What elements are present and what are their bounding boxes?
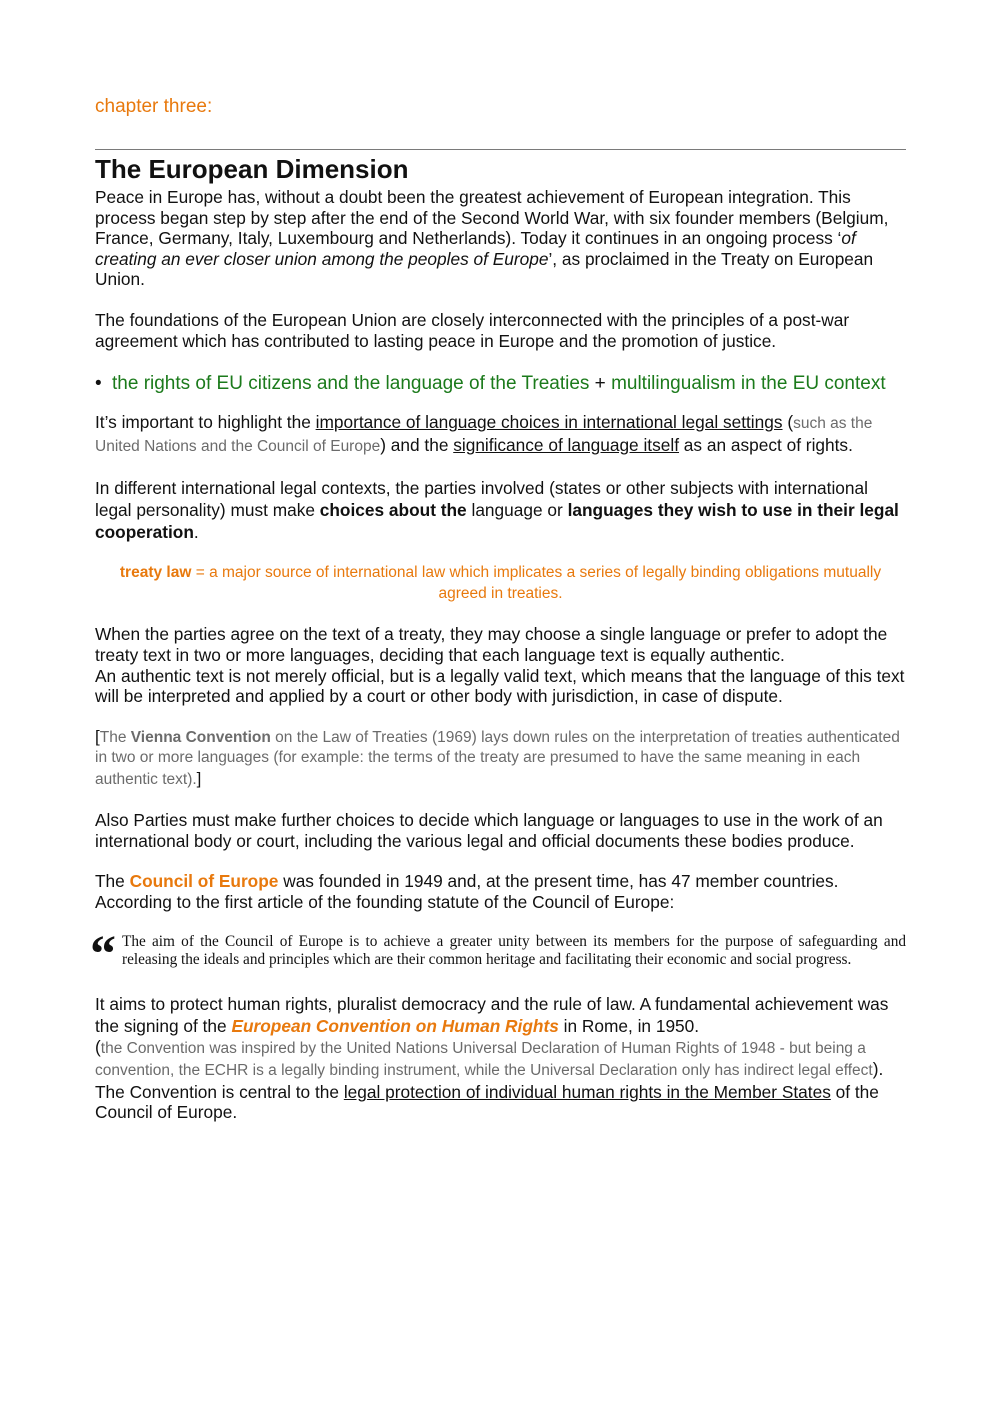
council-text-b: was founded in 1949 and, at the present time, has 47 member countries. According to the first article of the founding statute of the Council of Europe: xyxy=(95,871,839,912)
aims-paren-close: ). xyxy=(872,1059,884,1080)
contexts-text-a: In different international legal contexts, the parties involved (states or other subjects with international legal personality) must make xyxy=(95,478,868,521)
council-paragraph xyxy=(95,871,906,912)
vienna-text-a: The xyxy=(99,728,131,746)
bullet-part-rights: the rights of EU citizens and the language of the Treaties xyxy=(112,373,590,395)
document-page xyxy=(90,94,906,1123)
contexts-bold-2: languages they wish to use in their legal cooperation xyxy=(95,500,899,543)
statute-quote xyxy=(90,925,906,983)
intro-text-a: Peace in Europe has, without a doubt been the greatest achievement of European integration. This process began step by step after the end of the Second World War, with six founder members (Belgium, France, Germany, Italy, Luxembourg and Netherlands). Today it continues in an ongoing process ‘ xyxy=(95,187,889,249)
intro-quote-italic: of creating an ever closer union among the peoples of Europe xyxy=(95,228,856,269)
vienna-close-bracket: ] xyxy=(196,768,202,788)
intro-paragraph xyxy=(95,187,906,290)
convention-paragraph xyxy=(95,1082,906,1123)
importance-text-d: as an aspect of rights. xyxy=(679,434,853,455)
convention-text-a: The Convention is central to the xyxy=(95,1081,344,1102)
bullet-plus: + xyxy=(589,373,612,395)
topic-bullet xyxy=(95,371,906,396)
treaty-law-text: = a major source of international law which implicates a series of legally binding obligations mutually agreed in treaties. xyxy=(191,564,882,602)
importance-underline-2: significance of language itself xyxy=(453,434,679,455)
vienna-note xyxy=(95,727,906,791)
agreement-paragraph-2: An authentic text is not merely official, but is a legally valid text, which means that the language of this text will be interpreted and applied by a court or other body with jurisdiction, in case of dispute. xyxy=(95,665,905,707)
vienna-text-b: on the Law of Treaties (1969) lays down rules on the interpretation of treaties authenticated in two or more languages (for example: the terms of the treaty are presumed to have the same meaning in each authentic text). xyxy=(95,728,900,788)
page-title: The European Dimension xyxy=(95,154,409,184)
aims-gray-note: the Convention was inspired by the United Nations Universal Declaration of Human Rights of 1948 - but being a convention, the ECHR is a legally binding instrument, while the Universal Declaration only has indirect legal effect xyxy=(95,1039,873,1080)
chapter-label: chapter three: xyxy=(95,96,213,117)
council-name: Council of Europe xyxy=(129,871,279,892)
contexts-paragraph xyxy=(95,477,906,543)
bullet-part-multilingualism: multilingualism in the EU context xyxy=(611,373,886,395)
aims-note xyxy=(95,1037,906,1082)
contexts-bold-1: choices about the xyxy=(319,500,467,521)
quote-text: The aim of the Council of Europe is to achieve a greater unity between its members for the purpose of safeguarding and releasing the ideals and principles which are their common heritage and facilitating their economic and social progress. xyxy=(122,932,906,969)
title-divider xyxy=(95,149,906,150)
intro-text-b: ’, as proclaimed in the Treaty on European Union. xyxy=(95,248,874,290)
aims-paragraph xyxy=(95,993,906,1037)
foundations-paragraph: The foundations of the European Union are closely interconnected with the principles of a post-war agreement which has contributed to lasting peace in Europe and the promotion of justice. xyxy=(95,309,850,351)
importance-text-c: ) and the xyxy=(380,434,454,455)
quote-mark-icon: “ xyxy=(90,925,116,983)
importance-text-b: ( xyxy=(782,412,794,433)
convention-text-b: of the Council of Europe. xyxy=(95,1081,879,1123)
aims-text-a: It aims to protect human rights, pluralist democracy and the rule of law. A fundamental achievement was the signing of the xyxy=(95,993,889,1036)
treaty-law-term: treaty law xyxy=(119,564,192,582)
bullet-dot: • xyxy=(95,373,102,395)
vienna-convention-name: Vienna Convention xyxy=(130,728,271,746)
aims-paren-open: ( xyxy=(95,1036,101,1057)
council-text-a: The xyxy=(95,871,130,892)
aims-text-b: in Rome, in 1950. xyxy=(558,1015,700,1036)
importance-underline-1: importance of language choices in international legal settings xyxy=(315,412,783,433)
echr-name: European Convention on Human Rights xyxy=(231,1015,559,1036)
convention-underline: legal protection of individual human rights in the Member States xyxy=(343,1081,831,1102)
contexts-text-d: . xyxy=(193,522,199,543)
importance-paragraph xyxy=(95,412,906,457)
also-paragraph: Also Parties must make further choices to decide which language or languages to use in the work of an international body or court, including the various legal and official documents these bodies produce. xyxy=(95,810,883,851)
importance-gray-note: such as the United Nations and the Council of Europe xyxy=(95,415,873,455)
agreement-paragraph-1: When the parties agree on the text of a treaty, they may choose a single language or prefer to adopt the treaty text in two or more languages, deciding that each language text is equally authentic. xyxy=(95,624,888,665)
treaty-law-definition xyxy=(115,563,886,604)
vienna-open-bracket: [ xyxy=(95,726,100,746)
importance-text-a: It’s important to highlight the xyxy=(95,412,316,433)
bullet-text xyxy=(112,371,886,396)
contexts-text-c: language or xyxy=(466,500,568,521)
